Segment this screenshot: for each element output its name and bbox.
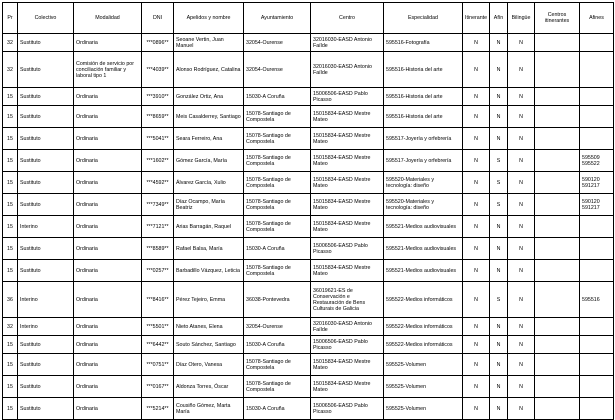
- cell-colectivo: Sustituto: [18, 106, 74, 128]
- cell-apelidos-nombre: González Ortiz, Ana: [174, 88, 244, 106]
- cell-dni: ***8589**: [142, 238, 174, 260]
- cell-especialidad: 595517-Joyería y orfebrería: [384, 128, 463, 150]
- cell-especialidad: 595525-Volumen: [384, 398, 463, 420]
- cell-bilingue: N: [508, 88, 535, 106]
- cell-centro: 32016030-EASD Antonio Faílde: [311, 52, 384, 88]
- cell-modalidad: Comisión de servicio por conciliación familiar y laboral tipo 1: [74, 52, 142, 88]
- cell-pr: 15: [3, 128, 18, 150]
- cell-centros-itinerantes: [535, 52, 580, 88]
- cell-colectivo: Sustituto: [18, 260, 74, 282]
- cell-pr: 15: [3, 216, 18, 238]
- cell-dni: ***5214**: [142, 398, 174, 420]
- cell-colectivo: Interino: [18, 216, 74, 238]
- cell-afines: [580, 216, 614, 238]
- cell-especialidad: 595516-Historia del arte: [384, 52, 463, 88]
- cell-afines: [580, 52, 614, 88]
- table-row: [3, 336, 614, 354]
- cell-bilingue: N: [508, 354, 535, 376]
- cell-centros-itinerantes: [535, 216, 580, 238]
- cell-apelidos-nombre: Seoane Vertin, Juan Manuel: [174, 34, 244, 52]
- cell-apelidos-nombre: Nieto Atanes, Elena: [174, 318, 244, 336]
- cell-pr: 36: [3, 282, 18, 318]
- cell-afin: N: [490, 336, 508, 354]
- cell-apelidos-nombre: Álvarez García, Xulio: [174, 172, 244, 194]
- cell-ayuntamiento: 36038-Pontevedra: [244, 282, 311, 318]
- cell-pr: 15: [3, 172, 18, 194]
- cell-modalidad: Ordinaria: [74, 172, 142, 194]
- cell-itinerante: N: [463, 238, 490, 260]
- cell-dni: ***1602**: [142, 150, 174, 172]
- cell-itinerante: N: [463, 354, 490, 376]
- cell-itinerante: N: [463, 172, 490, 194]
- cell-bilingue: N: [508, 172, 535, 194]
- cell-centros-itinerantes: [535, 172, 580, 194]
- cell-ayuntamiento: 32054-Ourense: [244, 52, 311, 88]
- table-row: [3, 216, 614, 238]
- header-afines: Afines: [580, 3, 614, 34]
- header-modalidad: Modalidad: [74, 3, 142, 34]
- header-centros-itinerantes: Centros itinerantes: [535, 3, 580, 34]
- cell-afines: [580, 106, 614, 128]
- cell-dni: ***0167**: [142, 376, 174, 398]
- cell-centros-itinerantes: [535, 260, 580, 282]
- cell-centro: 32016030-EASD Antonio Faílde: [311, 318, 384, 336]
- assignments-table: [2, 2, 614, 420]
- cell-especialidad: 595521-Medios audiovisuales: [384, 216, 463, 238]
- cell-colectivo: Interino: [18, 282, 74, 318]
- cell-pr: 15: [3, 354, 18, 376]
- cell-apelidos-nombre: Díaz Ocampo, María Beatriz: [174, 194, 244, 216]
- cell-afines: [580, 354, 614, 376]
- cell-pr: 32: [3, 318, 18, 336]
- header-apelidos-nombre: Apelidos y nombre: [174, 3, 244, 34]
- cell-afin: N: [490, 398, 508, 420]
- cell-modalidad: Ordinaria: [74, 336, 142, 354]
- cell-afin: N: [490, 52, 508, 88]
- table-row: [3, 282, 614, 318]
- cell-especialidad: 595516-Historia del arte: [384, 106, 463, 128]
- cell-modalidad: Ordinaria: [74, 106, 142, 128]
- cell-bilingue: N: [508, 128, 535, 150]
- header-afin: Afín: [490, 3, 508, 34]
- cell-bilingue: N: [508, 194, 535, 216]
- cell-apelidos-nombre: Cousiño Gómez, Marta María: [174, 398, 244, 420]
- header-centro: Centro: [311, 3, 384, 34]
- cell-bilingue: N: [508, 238, 535, 260]
- cell-afines: 590120 591217: [580, 194, 614, 216]
- cell-afines: [580, 318, 614, 336]
- cell-especialidad: 595516-Fotografía: [384, 34, 463, 52]
- cell-pr: 15: [3, 376, 18, 398]
- cell-itinerante: N: [463, 216, 490, 238]
- cell-afin: N: [490, 260, 508, 282]
- cell-bilingue: N: [508, 260, 535, 282]
- cell-pr: 15: [3, 106, 18, 128]
- table-row: [3, 398, 614, 420]
- cell-ayuntamiento: 15078-Santiago de Compostela: [244, 150, 311, 172]
- table-body: [3, 34, 614, 420]
- cell-ayuntamiento: 15078-Santiago de Compostela: [244, 376, 311, 398]
- cell-centro: 15006506-EASD Pablo Picasso: [311, 238, 384, 260]
- cell-colectivo: Sustituto: [18, 88, 74, 106]
- cell-bilingue: N: [508, 216, 535, 238]
- cell-afin: N: [490, 354, 508, 376]
- cell-pr: 15: [3, 336, 18, 354]
- cell-centro: 15006506-EASD Pablo Picasso: [311, 336, 384, 354]
- cell-especialidad: 595522-Medios informáticos: [384, 336, 463, 354]
- cell-afin: N: [490, 376, 508, 398]
- cell-afines: 590120 591217: [580, 172, 614, 194]
- cell-bilingue: N: [508, 376, 535, 398]
- cell-especialidad: 595517-Joyería y orfebrería: [384, 150, 463, 172]
- table-row: [3, 52, 614, 88]
- cell-especialidad: 595520-Materiales y tecnología: diseño: [384, 172, 463, 194]
- cell-afines: [580, 398, 614, 420]
- cell-centro: 32016030-EASD Antonio Faílde: [311, 34, 384, 52]
- cell-afines: [580, 376, 614, 398]
- cell-modalidad: Ordinaria: [74, 238, 142, 260]
- cell-ayuntamiento: 15078-Santiago de Compostela: [244, 172, 311, 194]
- cell-ayuntamiento: 15078-Santiago de Compostela: [244, 260, 311, 282]
- table-row: [3, 194, 614, 216]
- cell-apelidos-nombre: Arias Barragán, Raquel: [174, 216, 244, 238]
- document-page: [2, 2, 614, 420]
- header-bilingue: Bilingüe: [508, 3, 535, 34]
- cell-ayuntamiento: 32054-Ourense: [244, 318, 311, 336]
- cell-centros-itinerantes: [535, 354, 580, 376]
- cell-afin: S: [490, 172, 508, 194]
- header-especialidad: Especialidad: [384, 3, 463, 34]
- header-row: [3, 3, 614, 34]
- table-row: [3, 150, 614, 172]
- cell-dni: ***0257**: [142, 260, 174, 282]
- cell-especialidad: 595521-Medios audiovisuales: [384, 238, 463, 260]
- cell-centro: 15015834-EASD Mestre Mateo: [311, 150, 384, 172]
- cell-bilingue: N: [508, 52, 535, 88]
- cell-bilingue: N: [508, 150, 535, 172]
- cell-centros-itinerantes: [535, 282, 580, 318]
- cell-centro: 15015834-EASD Mestre Mateo: [311, 216, 384, 238]
- cell-afin: N: [490, 238, 508, 260]
- header-pr: Pr: [3, 3, 18, 34]
- cell-itinerante: N: [463, 336, 490, 354]
- cell-apelidos-nombre: Gómez García, María: [174, 150, 244, 172]
- cell-dni: ***0896**: [142, 34, 174, 52]
- cell-centro: 36019621-ES de Conservación e Restauración de Bens Culturais de Galicia: [311, 282, 384, 318]
- cell-afin: N: [490, 106, 508, 128]
- cell-centro: 15015834-EASD Mestre Mateo: [311, 354, 384, 376]
- cell-ayuntamiento: 15078-Santiago de Compostela: [244, 216, 311, 238]
- cell-centros-itinerantes: [535, 376, 580, 398]
- cell-centro: 15015834-EASD Mestre Mateo: [311, 260, 384, 282]
- cell-itinerante: N: [463, 282, 490, 318]
- cell-ayuntamiento: 15030-A Coruña: [244, 238, 311, 260]
- cell-afin: S: [490, 150, 508, 172]
- table-row: [3, 106, 614, 128]
- cell-itinerante: N: [463, 194, 490, 216]
- cell-centros-itinerantes: [535, 238, 580, 260]
- cell-modalidad: Ordinaria: [74, 260, 142, 282]
- cell-dni: ***8659**: [142, 106, 174, 128]
- cell-colectivo: Sustituto: [18, 128, 74, 150]
- cell-afin: N: [490, 88, 508, 106]
- cell-dni: ***3910**: [142, 88, 174, 106]
- cell-afin: N: [490, 216, 508, 238]
- cell-centros-itinerantes: [535, 34, 580, 52]
- cell-dni: ***5041**: [142, 128, 174, 150]
- cell-dni: ***4592**: [142, 172, 174, 194]
- cell-especialidad: 595525-Volumen: [384, 376, 463, 398]
- cell-dni: ***5501**: [142, 318, 174, 336]
- cell-afines: [580, 34, 614, 52]
- cell-apelidos-nombre: Alonso Rodríguez, Catalina: [174, 52, 244, 88]
- cell-itinerante: N: [463, 318, 490, 336]
- cell-apelidos-nombre: Rafael Balsa, María: [174, 238, 244, 260]
- header-colectivo: Colectivo: [18, 3, 74, 34]
- cell-colectivo: Sustituto: [18, 194, 74, 216]
- cell-ayuntamiento: 15078-Santiago de Compostela: [244, 194, 311, 216]
- cell-modalidad: Ordinaria: [74, 398, 142, 420]
- cell-colectivo: Sustituto: [18, 52, 74, 88]
- cell-itinerante: N: [463, 52, 490, 88]
- cell-centro: 15006506-EASD Pablo Picasso: [311, 88, 384, 106]
- cell-pr: 32: [3, 34, 18, 52]
- cell-modalidad: Ordinaria: [74, 194, 142, 216]
- cell-pr: 15: [3, 398, 18, 420]
- cell-afines: [580, 88, 614, 106]
- cell-bilingue: N: [508, 282, 535, 318]
- cell-afines: 595509 595522: [580, 150, 614, 172]
- cell-centros-itinerantes: [535, 398, 580, 420]
- cell-modalidad: Ordinaria: [74, 282, 142, 318]
- cell-especialidad: 595521-Medios audiovisuales: [384, 260, 463, 282]
- cell-modalidad: Ordinaria: [74, 150, 142, 172]
- cell-centro: 15006506-EASD Pablo Picasso: [311, 398, 384, 420]
- cell-bilingue: N: [508, 336, 535, 354]
- cell-itinerante: N: [463, 398, 490, 420]
- cell-colectivo: Sustituto: [18, 336, 74, 354]
- cell-pr: 15: [3, 88, 18, 106]
- table-row: [3, 128, 614, 150]
- cell-modalidad: Ordinaria: [74, 354, 142, 376]
- cell-especialidad: 595516-Historia del arte: [384, 88, 463, 106]
- cell-centro: 15015834-EASD Mestre Mateo: [311, 194, 384, 216]
- cell-bilingue: N: [508, 106, 535, 128]
- cell-centros-itinerantes: [535, 128, 580, 150]
- cell-itinerante: N: [463, 376, 490, 398]
- cell-afin: N: [490, 318, 508, 336]
- cell-centro: 15015834-EASD Mestre Mateo: [311, 128, 384, 150]
- cell-modalidad: Ordinaria: [74, 216, 142, 238]
- cell-colectivo: Sustituto: [18, 34, 74, 52]
- cell-pr: 15: [3, 260, 18, 282]
- cell-especialidad: 595522-Medios informáticos: [384, 282, 463, 318]
- cell-colectivo: Interino: [18, 318, 74, 336]
- cell-ayuntamiento: 15030-A Coruña: [244, 88, 311, 106]
- cell-apelidos-nombre: Barbadillo Vázquez, Leticia: [174, 260, 244, 282]
- cell-colectivo: Sustituto: [18, 172, 74, 194]
- cell-afin: N: [490, 34, 508, 52]
- cell-bilingue: N: [508, 34, 535, 52]
- cell-dni: ***0751**: [142, 354, 174, 376]
- cell-pr: 32: [3, 52, 18, 88]
- cell-afines: [580, 238, 614, 260]
- cell-apelidos-nombre: Aldonza Torres, Óscar: [174, 376, 244, 398]
- cell-especialidad: 595522-Medios informáticos: [384, 318, 463, 336]
- cell-apelidos-nombre: Seara Ferreiro, Ana: [174, 128, 244, 150]
- cell-centros-itinerantes: [535, 106, 580, 128]
- table-row: [3, 172, 614, 194]
- table-row: [3, 34, 614, 52]
- cell-afin: S: [490, 194, 508, 216]
- cell-especialidad: 595520-Materiales y tecnología: diseño: [384, 194, 463, 216]
- cell-colectivo: Sustituto: [18, 376, 74, 398]
- cell-ayuntamiento: 15030-A Coruña: [244, 336, 311, 354]
- cell-apelidos-nombre: Pérez Tejeiro, Emma: [174, 282, 244, 318]
- cell-dni: ***6442**: [142, 336, 174, 354]
- cell-ayuntamiento: 32054-Ourense: [244, 34, 311, 52]
- cell-modalidad: Ordinaria: [74, 88, 142, 106]
- cell-centros-itinerantes: [535, 194, 580, 216]
- cell-ayuntamiento: 15078-Santiago de Compostela: [244, 354, 311, 376]
- cell-colectivo: Sustituto: [18, 398, 74, 420]
- cell-itinerante: N: [463, 106, 490, 128]
- cell-modalidad: Ordinaria: [74, 128, 142, 150]
- cell-centro: 15015834-EASD Mestre Mateo: [311, 172, 384, 194]
- cell-bilingue: N: [508, 398, 535, 420]
- table-row: [3, 260, 614, 282]
- cell-modalidad: Ordinaria: [74, 34, 142, 52]
- table-row: [3, 88, 614, 106]
- header-ayuntamiento: Ayuntamiento: [244, 3, 311, 34]
- cell-centros-itinerantes: [535, 88, 580, 106]
- cell-itinerante: N: [463, 150, 490, 172]
- cell-centros-itinerantes: [535, 318, 580, 336]
- cell-centro: 15015834-EASD Mestre Mateo: [311, 106, 384, 128]
- table-row: [3, 318, 614, 336]
- cell-colectivo: Sustituto: [18, 238, 74, 260]
- cell-ayuntamiento: 15078-Santiago de Compostela: [244, 128, 311, 150]
- cell-dni: ***8416**: [142, 282, 174, 318]
- cell-modalidad: Ordinaria: [74, 376, 142, 398]
- cell-colectivo: Sustituto: [18, 354, 74, 376]
- cell-centro: 15015834-EASD Mestre Mateo: [311, 376, 384, 398]
- table-row: [3, 376, 614, 398]
- cell-apelidos-nombre: Meis Casalderrey, Santiago: [174, 106, 244, 128]
- cell-afin: S: [490, 282, 508, 318]
- cell-afines: [580, 128, 614, 150]
- cell-itinerante: N: [463, 128, 490, 150]
- cell-dni: ***4039**: [142, 52, 174, 88]
- cell-pr: 15: [3, 194, 18, 216]
- cell-apelidos-nombre: Díaz Otero, Vanesa: [174, 354, 244, 376]
- cell-apelidos-nombre: Souto Sánchez, Santiago: [174, 336, 244, 354]
- cell-afines: 595516: [580, 282, 614, 318]
- cell-dni: ***7121**: [142, 216, 174, 238]
- table-row: [3, 238, 614, 260]
- cell-centros-itinerantes: [535, 336, 580, 354]
- cell-itinerante: N: [463, 88, 490, 106]
- cell-itinerante: N: [463, 34, 490, 52]
- header-itinerante: Itinerante: [463, 3, 490, 34]
- cell-itinerante: N: [463, 260, 490, 282]
- cell-dni: ***7349**: [142, 194, 174, 216]
- cell-pr: 15: [3, 150, 18, 172]
- cell-especialidad: 595525-Volumen: [384, 354, 463, 376]
- cell-colectivo: Sustituto: [18, 150, 74, 172]
- cell-afin: N: [490, 128, 508, 150]
- cell-modalidad: Ordinaria: [74, 318, 142, 336]
- table-row: [3, 354, 614, 376]
- header-dni: DNI: [142, 3, 174, 34]
- cell-afines: [580, 336, 614, 354]
- cell-ayuntamiento: 15030-A Coruña: [244, 398, 311, 420]
- cell-bilingue: N: [508, 318, 535, 336]
- cell-afines: [580, 260, 614, 282]
- cell-pr: 15: [3, 238, 18, 260]
- cell-centros-itinerantes: [535, 150, 580, 172]
- cell-ayuntamiento: 15078-Santiago de Compostela: [244, 106, 311, 128]
